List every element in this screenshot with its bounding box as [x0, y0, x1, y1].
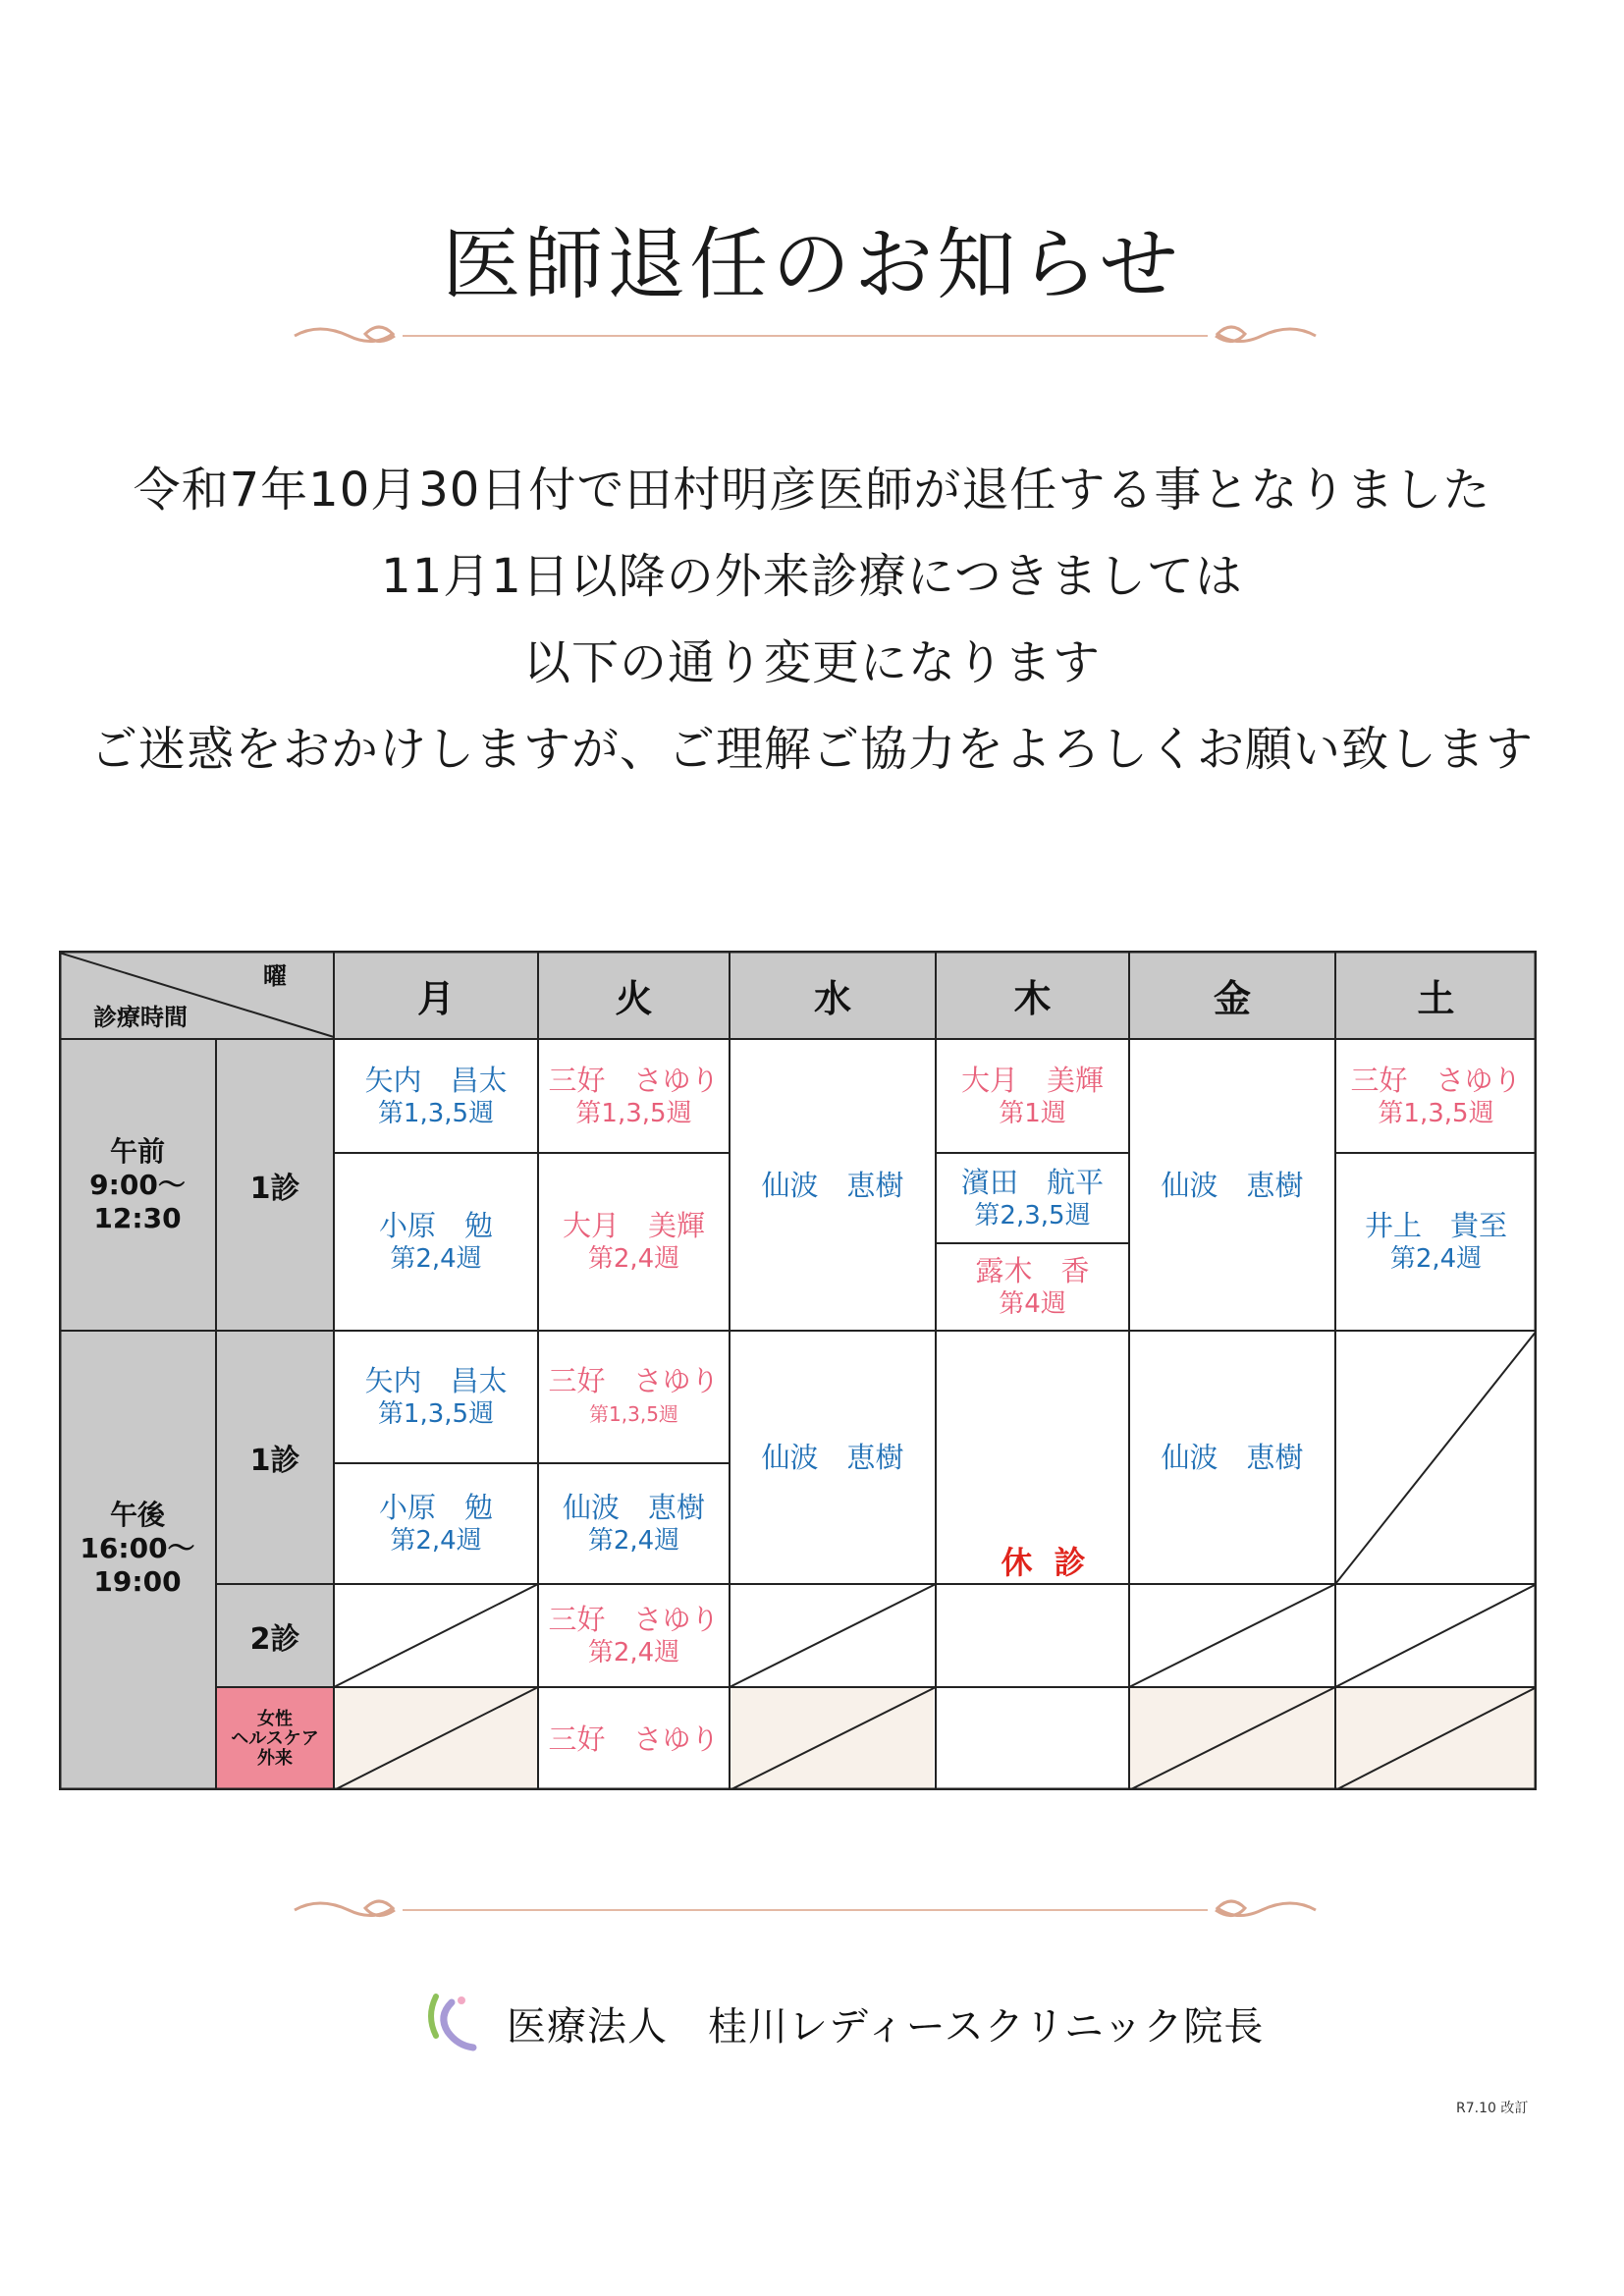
doctor-cell: [538, 1463, 730, 1584]
doctor-cell: [334, 1331, 538, 1463]
afternoon-label: 午後: [109, 1498, 165, 1531]
doctor-name: 矢内 昌太: [364, 1063, 508, 1097]
doctor-cell: [1335, 1153, 1537, 1331]
doctor-cell: [1129, 1039, 1335, 1331]
doctor-name: 小原 勉: [378, 1209, 493, 1242]
revision-note: R7.10 改訂: [1456, 2101, 1529, 2116]
top-ornament-divider: [285, 306, 1326, 365]
day-header-label: 曜: [263, 961, 287, 990]
doctor-cell: [334, 1463, 538, 1584]
doctor-weeks: 第2,4週: [390, 1244, 482, 1274]
doctor-name: 大月 美輝: [960, 1063, 1104, 1097]
time-header-label: 診療時間: [93, 1003, 188, 1031]
afternoon-slot-1: 1診: [249, 1444, 300, 1478]
doctor-cell: [1129, 1331, 1335, 1584]
doctor-cell: [1335, 1039, 1537, 1153]
doctor-name: 仙波 恵樹: [1161, 1168, 1304, 1202]
womens-healthcare-label: 女性 ヘルスケア 外来: [231, 1708, 319, 1769]
afternoon-label-block: [59, 1331, 216, 1687]
morning-label-block: [59, 1039, 216, 1331]
doctor-cell: [538, 1039, 730, 1153]
doctor-name: 三好 さゆり: [548, 1722, 720, 1756]
doctor-weeks: 第1,3,5週: [377, 1098, 495, 1128]
morning-slot-1: 1診: [249, 1171, 300, 1206]
closed-cell: 休診: [1001, 1544, 1108, 1581]
doctor-weeks: 第2,3,5週: [974, 1200, 1091, 1230]
doctor-cell: [334, 1039, 538, 1153]
footer: [422, 1984, 1264, 2062]
doctor-cell: [730, 1039, 936, 1331]
doctor-name: 仙波 恵樹: [761, 1441, 904, 1474]
doctor-weeks: 第2,4週: [587, 1638, 680, 1667]
doctor-weeks: 第1週: [999, 1098, 1066, 1128]
bottom-ornament-divider: [285, 1881, 1326, 1940]
message-line: 11月1日以降の外来診療につきましては: [381, 549, 1243, 604]
clinic-name: 医療法人 桂川レディースクリニック院長: [507, 2003, 1265, 2050]
message-line: ご迷惑をおかけしますが、ご理解ご協力をよろしくお願い致します: [89, 722, 1534, 777]
doctor-name: 井上 貴至: [1364, 1209, 1507, 1242]
notice-message: [0, 447, 1624, 793]
doctor-name: 大月 美輝: [562, 1209, 705, 1242]
doctor-name: 三好 さゆり: [548, 1364, 720, 1397]
doctor-weeks: 第1,3,5週: [589, 1402, 678, 1426]
doctor-name: 濱田 航平: [960, 1165, 1104, 1199]
doctor-weeks: 第2,4週: [587, 1526, 680, 1556]
doctor-cell: [538, 1331, 730, 1463]
doctor-cell: [538, 1687, 730, 1790]
doctor-weeks: 第4週: [999, 1289, 1066, 1319]
message-line: 以下の通り変更になります: [522, 635, 1101, 690]
doctor-cell: [936, 1039, 1129, 1153]
doctor-name: 三好 さゆり: [1350, 1063, 1522, 1097]
day-friday: 金: [1213, 976, 1251, 1020]
afternoon-time: 16:00〜 19:00: [80, 1531, 195, 1598]
day-tuesday: 火: [615, 976, 653, 1020]
day-thursday: 木: [1013, 976, 1052, 1020]
doctor-cell: [334, 1153, 538, 1331]
doctor-name: 三好 さゆり: [548, 1603, 720, 1636]
message-line: 令和7年10月30日付で田村明彦医師が退任する事となりました: [133, 463, 1491, 518]
doctor-cell: [936, 1153, 1129, 1243]
morning-label: 午前: [109, 1134, 165, 1168]
doctor-cell: [936, 1243, 1129, 1331]
doctor-weeks: 第2,4週: [1389, 1244, 1483, 1274]
doctor-cell: [730, 1331, 936, 1584]
doctor-name: 矢内 昌太: [364, 1364, 508, 1397]
doctor-name: 小原 勉: [378, 1491, 493, 1524]
doctor-name: 露木 香: [975, 1254, 1090, 1287]
doctor-name: 三好 さゆり: [548, 1063, 720, 1097]
doctor-cell: [538, 1584, 730, 1687]
afternoon-slot-2: 2診: [249, 1621, 300, 1657]
doctor-weeks: 第1,3,5週: [1378, 1098, 1494, 1128]
doctor-weeks: 第2,4週: [587, 1244, 680, 1274]
schedule-table: [59, 951, 1537, 1790]
doctor-name: 仙波 恵樹: [562, 1491, 705, 1524]
day-wednesday: 水: [813, 976, 851, 1020]
clinic-logo-icon: [422, 1989, 481, 2057]
doctor-weeks: 第1,3,5週: [377, 1399, 495, 1429]
doctor-cell: [538, 1153, 730, 1331]
doctor-name: 仙波 恵樹: [761, 1168, 904, 1202]
doctor-weeks: 第2,4週: [390, 1526, 482, 1556]
doctor-weeks: 第1,3,5週: [575, 1098, 692, 1128]
morning-time: 9:00〜 12:30: [89, 1168, 186, 1234]
day-monday: 月: [416, 976, 455, 1020]
day-saturday: 土: [1417, 976, 1455, 1020]
doctor-name: 仙波 恵樹: [1161, 1441, 1304, 1474]
page-title: 医師退任のお知らせ: [442, 219, 1182, 310]
